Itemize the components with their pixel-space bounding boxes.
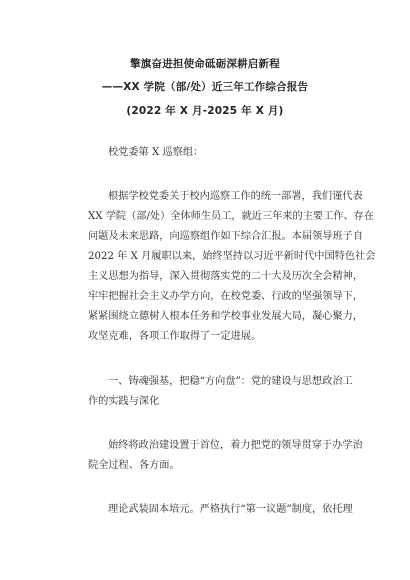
intro-paragraph-line: 攻坚克难，各项工作取得了一定进展。	[88, 331, 262, 342]
salutation: 校党委第 X 巡察组：	[108, 147, 204, 158]
intro-paragraph-line: 问题及未来思路，向巡察组作如下综合汇报。本届领导班子自	[88, 231, 364, 242]
section-heading-line: 一、铸魂强基，把稳“方向盘”：党的建设与思想政治工	[108, 376, 353, 387]
intro-paragraph-line: 2022 年 X 月履职以来，始终坚持以习近平新时代中国特色社会	[88, 251, 376, 262]
section-paragraph-line: 院全过程、各方面。	[88, 460, 180, 471]
section-heading-line: 作的实践与深化	[88, 396, 160, 407]
report-title-period: (2022 年 X 月-2025 年 X 月)	[126, 105, 284, 117]
report-title-main: 擎旗奋进担使命砥砺深耕启新程	[130, 58, 280, 70]
section-paragraph-line: 始终将政治建设置于首位，着力把党的领导贯穿于办学治	[108, 440, 363, 451]
intro-paragraph-line: 根据学校党委关于校内巡察工作的统一部署，我们谨代表	[108, 191, 363, 202]
report-title-subtitle: ——XX 学院（部/处）近三年工作综合报告	[101, 81, 309, 93]
intro-paragraph-line: 牢牢把握社会主义办学方向，在校党委、行政的坚强领导下，	[88, 291, 364, 302]
intro-paragraph-line: 紧紧围绕立德树人根本任务和学校事业发展大局，凝心聚力，	[88, 311, 364, 322]
intro-paragraph-line: XX 学院（部/处）全体师生员工，就近三年来的主要工作、存在	[88, 211, 375, 222]
intro-paragraph-line: 主义思想为指导，深入贯彻落实党的二十大及历次全会精神，	[88, 271, 364, 282]
section-paragraph-line: 理论武装固本培元。严格执行“第一议题”制度，依托理	[108, 504, 353, 515]
